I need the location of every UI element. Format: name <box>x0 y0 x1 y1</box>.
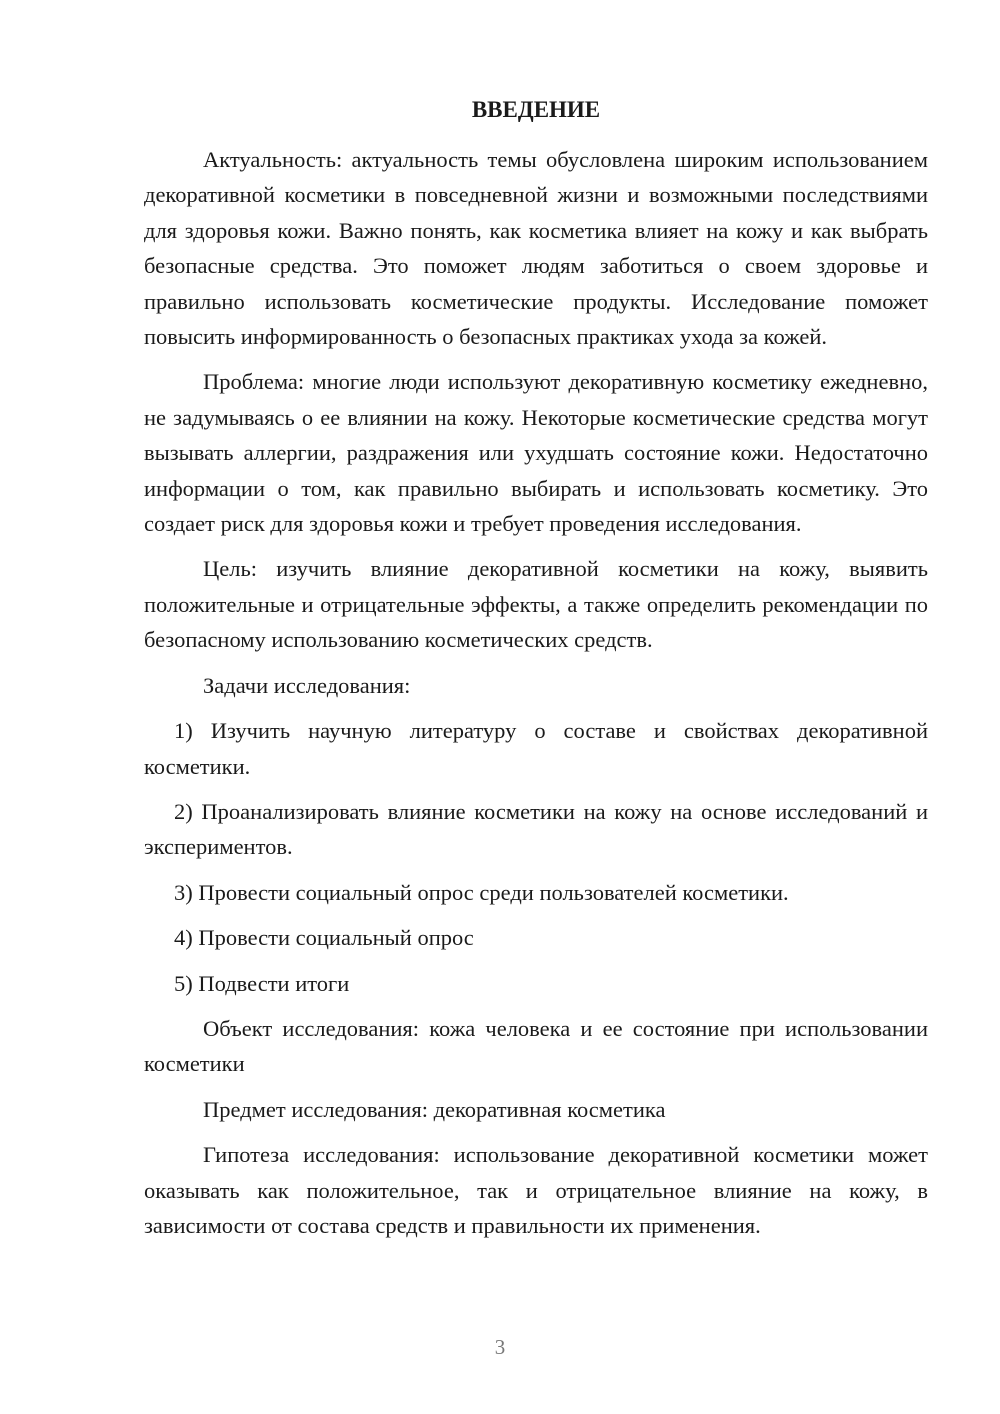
body-text <box>144 142 928 1243</box>
task-item-4: 4) Провести социальный опрос <box>174 925 474 951</box>
object-paragraph: Объект исследования: кожа человека и ее состояние при использовании косметики <box>144 1015 928 1077</box>
relevance-paragraph: Актуальность: актуальность темы обусловлена широким использованием декоративной косметики в повседневной жизни и возможными последствиями для здоровья кожи. Важно понять, как косметика влияет на кожу и как выбрать безопасные средства. Это поможет людям заботиться о своем здоровье и правильно использовать косметические продукты. Исследование поможет повысить информированность о безопасных практиках ухода за кожей. <box>144 147 928 350</box>
task-item-1: 1) Изучить научную литературу о составе и свойствах декоративной косметики. <box>144 718 928 779</box>
problem-paragraph: Проблема: многие люди используют декоративную косметику ежедневно, не задумываясь о ее влиянии на кожу. Некоторые косметические средства могут вызывать аллергии, раздражения или ухудшать состояние кожи. Недостаточно информации о том, как правильно выбирать и использовать косметику. Это создает риск для здоровья кожи и требует проведения исследования. <box>144 369 928 537</box>
task-item-2: 2) Проанализировать влияние косметики на кожу на основе исследований и экспериментов. <box>144 798 928 860</box>
page-number: 3 <box>494 1335 506 1359</box>
task-item-3: 3) Провести социальный опрос среди пользователей косметики. <box>174 879 789 905</box>
goal-paragraph: Цель: изучить влияние декоративной косметики на кожу, выявить положительные и отрицательные эффекты, а также определить рекомендации по безопасному использованию косметических средств. <box>144 556 928 653</box>
subject-paragraph: Предмет исследования: декоративная косметика <box>203 1096 666 1122</box>
page-heading: ВВЕДЕНИЕ <box>471 97 601 122</box>
hypothesis-paragraph: Гипотеза исследования: использование декоративной косметики может оказывать как положительное, так и отрицательное влияние на кожу, в зависимости от состава средств и правильности их применения. <box>144 1142 928 1238</box>
task-item-5: 5) Подвести итоги <box>174 970 350 996</box>
tasks-heading: Задачи исследования: <box>203 672 411 698</box>
